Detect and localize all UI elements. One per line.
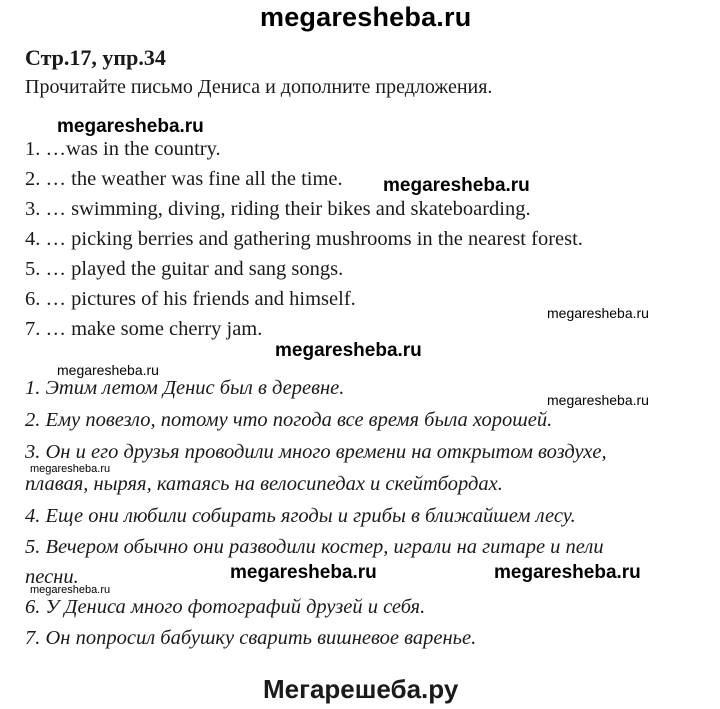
russian-line: 4. Еще они любили собирать ягоды и грибы в ближайшем лесу. bbox=[25, 505, 576, 527]
english-sentence: 1. …was in the country. bbox=[25, 138, 221, 160]
russian-line: плавая, ныряя, катаясь на велосипедах и скейтбордах. bbox=[25, 473, 503, 495]
watermark: megaresheba.ru bbox=[494, 562, 641, 583]
watermark: megaresheba.ru bbox=[30, 584, 111, 596]
russian-line: 1. Этим летом Денис был в деревне. bbox=[25, 377, 345, 399]
russian-line: 3. Он и его друзья проводили много времени на открытом воздухе, bbox=[25, 441, 607, 463]
english-sentence: 4. … picking berries and gathering mushrooms in the nearest forest. bbox=[25, 228, 583, 250]
english-sentence: 2. … the weather was fine all the time. bbox=[25, 168, 343, 190]
russian-line: 7. Он попросил бабушку сварить вишневое варенье. bbox=[25, 627, 477, 649]
watermark: megaresheba.ru bbox=[275, 340, 422, 361]
english-sentence: 7. … make some cherry jam. bbox=[25, 318, 263, 340]
russian-line: 2. Ему повезло, потому что погода все время была хорошей. bbox=[25, 409, 553, 431]
watermark: megaresheba.ru bbox=[57, 116, 204, 137]
russian-line: 5. Вечером обычно они разводили костер, играли на гитаре и пели bbox=[25, 536, 604, 558]
english-sentence: 3. … swimming, diving, riding their bikes and skateboarding. bbox=[25, 198, 531, 220]
watermark: megaresheba.ru bbox=[383, 175, 530, 196]
russian-line: песни. bbox=[25, 566, 79, 588]
exercise-heading: Стр.17, упр.34 bbox=[25, 45, 166, 70]
watermark-top: megaresheba.ru bbox=[260, 2, 472, 32]
watermark: megaresheba.ru bbox=[30, 463, 111, 475]
watermark: megaresheba.ru bbox=[230, 562, 377, 583]
footer-site-name: Мегарешеба.ру bbox=[263, 674, 459, 704]
watermark: megaresheba.ru bbox=[57, 362, 159, 378]
watermark: megaresheba.ru bbox=[547, 305, 649, 321]
english-sentence: 6. … pictures of his friends and himself. bbox=[25, 288, 356, 310]
exercise-instruction: Прочитайте письмо Дениса и дополните предложения. bbox=[25, 76, 493, 98]
russian-line: 6. У Дениса много фотографий друзей и себя. bbox=[25, 596, 426, 618]
english-sentence: 5. … played the guitar and sang songs. bbox=[25, 258, 344, 280]
watermark: megaresheba.ru bbox=[547, 392, 649, 408]
